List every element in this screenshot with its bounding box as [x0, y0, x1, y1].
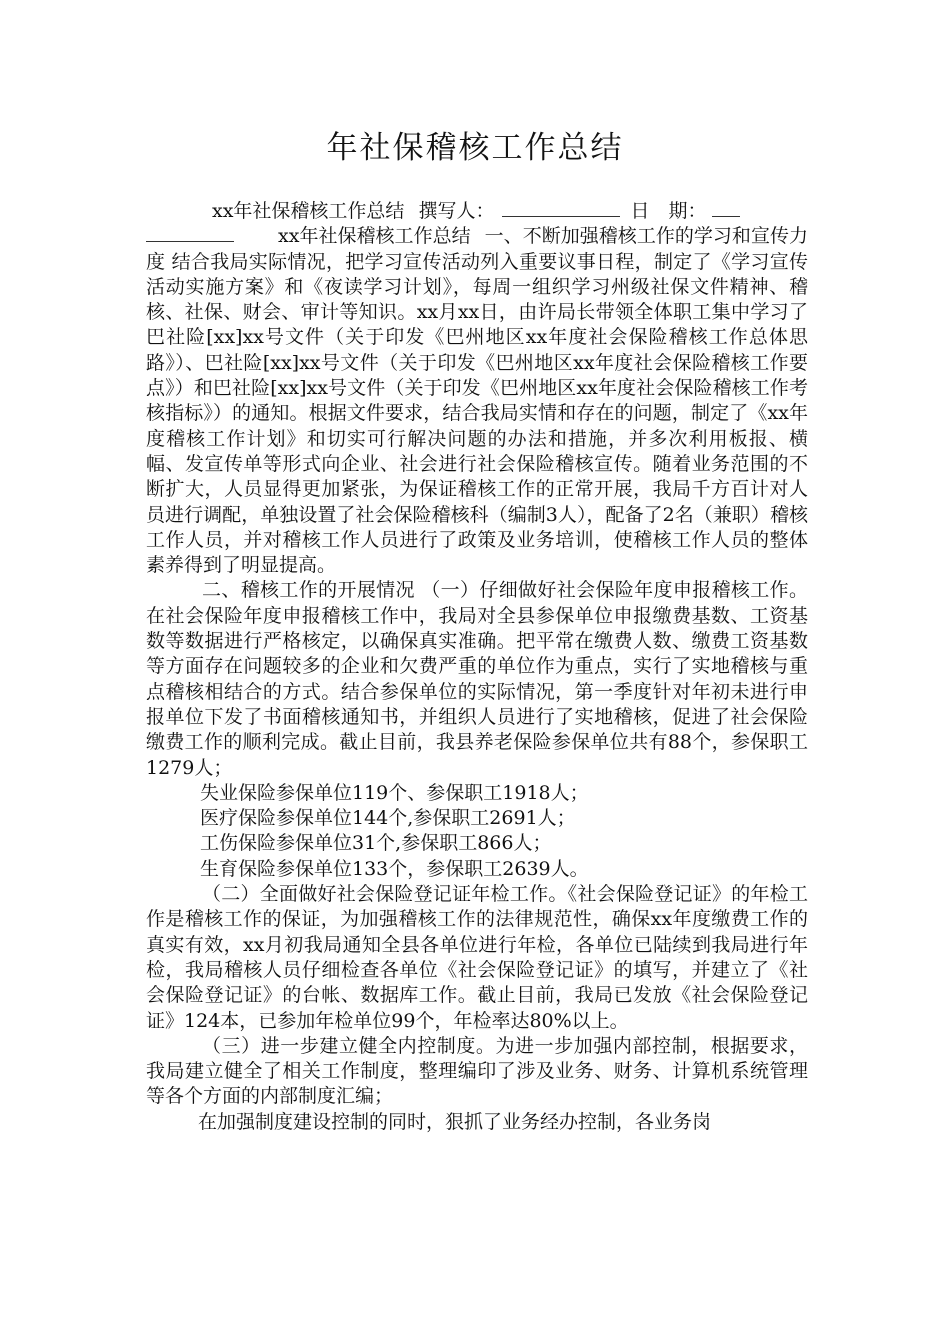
- date-blank-part1: [712, 200, 740, 217]
- paragraph-3: （二）全面做好社会保险登记证年检工作。《社会保险登记证》的年检工作是稽核工作的保证，为加强稽核工作的法律规范性，确保xx年度缴费工作的真实有效，xx月初我局通知全县各单位进行年检，各单位已陆续到我局进行年检，我局稽核人员仔细检查各单位《社会保险登记证》的填写，并建立了《社会保险登记证》的台帐、数据库工作。截止目前，我局已发放《社会保险登记证》124本，已参加年检单位99个，年检率达80%以上。: [146, 883, 808, 1032]
- document-body: [146, 199, 808, 1135]
- paragraph-5: 在加强制度建设控制的同时，狠抓了业务经办控制，各业务岗: [198, 1110, 712, 1133]
- date-blank-part2: [146, 225, 234, 242]
- header-paragraph: [146, 199, 808, 578]
- date-label: 日 期：: [630, 200, 707, 222]
- paragraph-1: 一、不断加强稽核工作的学习和宣传力度 结合我局实际情况，把学习宣传活动列入重要议事日程，制定了《学习宣传活动实施方案》和《夜读学习计划》，每周一组织学习州级社保文件精神、稽核、社保、财会、审计等知识。xx月xx日，由许局长带领全体职工集中学习了巴社险[xx]xx号文件（关于印发《巴州地区xx年度社会保险稽核工作总体思路》）、巴社险[xx]xx号文件（关于印发《巴州地区xx年度社会保险稽核工作要点》）和巴社险[xx]xx号文件（关于印发《巴州地区xx年度社会保险稽核工作考核指标》）的通知。根据文件要求，结合我局实情和存在的问题，制定了《xx年度稽核工作计划》和切实可行解决问题的办法和措施，并多次利用板报、横幅、发宣传单等形式向企业、社会进行社会保险稽核宣传。随着业务范围的不断扩大，人员显得更加紧张，为保证稽核工作的正常开展，我局千方百计对人员进行调配，单独设置了社会保险稽核科（编制3人），配备了2名（兼职）稽核工作人员，并对稽核工作人员进行了政策及业务培训，使稽核工作人员的整体素养得到了明显提高。: [146, 225, 808, 577]
- author-label: 撰写人：: [418, 200, 495, 222]
- stat-maternity: 生育保险参保单位133个，参保职工2639人。: [200, 857, 589, 880]
- stat-unemployment: 失业保险参保单位119个、参保职工1918人；: [200, 781, 589, 804]
- stat-injury: 工伤保险参保单位31个,参保职工866人；: [200, 832, 552, 855]
- stat-medical: 医疗保险参保单位144个,参保职工2691人；: [200, 807, 576, 830]
- header-doc-title: xx年社保稽核工作总结: [212, 200, 405, 222]
- document-title: 年社保稽核工作总结: [326, 130, 624, 166]
- body-title: xx年社保稽核工作总结: [278, 225, 471, 248]
- author-blank: [502, 200, 620, 217]
- paragraph-2: 二、稽核工作的开展情况 （一）仔细做好社会保险年度申报稽核工作。在社会保险年度申报稽核工作中，我局对全县参保单位申报缴费基数、工资基数等数据进行严格核定，以确保真实准确。把平常在缴费人数、缴费工资基数等方面存在问题较多的企业和欠费严重的单位作为重点，实行了实地稽核与重点稽核相结合的方式。结合参保单位的实际情况，第一季度针对年初未进行申报单位下发了书面稽核通知书，并组织人员进行了实地稽核，促进了社会保险缴费工作的顺利完成。截止目前，我县养老保险参保单位共有88个，参保职工1279人；: [146, 579, 808, 779]
- paragraph-4: （三）进一步建立健全内控制度。为进一步加强内部控制，根据要求，我局建立健全了相关工作制度，整理编印了涉及业务、财务、计算机系统管理等各个方面的内部制度汇编；: [146, 1034, 808, 1108]
